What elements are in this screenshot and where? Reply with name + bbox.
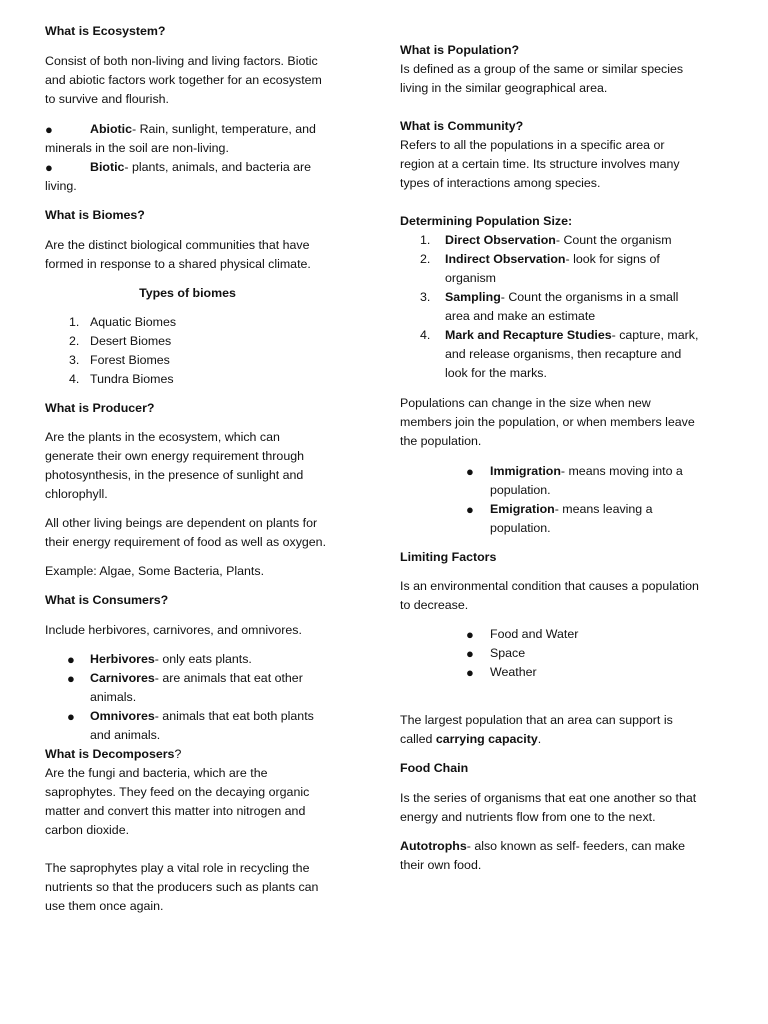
list-item: ● Immigration- means moving into a population. <box>466 464 683 497</box>
ecosystem-heading: What is Ecosystem? <box>45 24 166 38</box>
producer-dependency-text: All other living beings are dependent on plants for their energy requirement of food as well as oxygen. <box>45 516 327 549</box>
decomposers-heading: What is Decomposers? <box>45 747 182 761</box>
biome-types-list <box>45 313 330 389</box>
list-item: 3. Sampling- Count the organisms in a small area and make an estimate <box>420 290 679 323</box>
decomposers-text: Are the fungi and bacteria, which are the saprophytes. They feed on the decaying organic matter and convert this matter into nitrogen and carbon dioxide. <box>45 766 310 837</box>
bullet-icon: ● <box>67 652 75 667</box>
carrying-capacity-text: The largest population that an area can support is called carrying capacity. <box>400 713 673 746</box>
bullet-icon: ● <box>466 464 474 479</box>
list-item: 2. Indirect Observation- look for signs of organism <box>420 252 660 285</box>
list-item: ● Space <box>466 646 526 661</box>
population-size-methods-list <box>400 231 700 383</box>
list-item: 1. Aquatic Biomes <box>69 315 177 329</box>
left-column <box>45 22 330 916</box>
ecosystem-text: Consist of both non-living and living factors. Biotic and abiotic factors work together for an ecosystem to survive and flourish. <box>45 54 322 106</box>
bullet-icon: ● <box>466 502 474 517</box>
biomes-heading: What is Biomes? <box>45 208 145 222</box>
bullet-icon: ● <box>466 646 474 661</box>
list-item: 1. Direct Observation- Count the organism <box>420 233 672 247</box>
producer-heading: What is Producer? <box>45 401 155 415</box>
limiting-factors-list <box>400 625 700 682</box>
limiting-factors-heading: Limiting Factors <box>400 550 497 564</box>
bullet-icon: ● <box>466 665 474 680</box>
population-heading: What is Population? <box>400 43 520 57</box>
consumer-types-list <box>45 650 330 745</box>
food-chain-heading: Food Chain <box>400 761 469 775</box>
bullet-icon: ● <box>67 709 75 724</box>
consumers-heading: What is Consumers? <box>45 593 169 607</box>
list-item: ● Emigration- means leaving a population. <box>466 502 653 535</box>
population-text: Is defined as a group of the same or similar species living in the similar geographical area. <box>400 62 684 95</box>
biomes-text: Are the distinct biological communities that have formed in response to a shared physical climate. <box>45 238 311 271</box>
list-item: ● Abiotic- Rain, sunlight, temperature, and minerals in the soil are non-living. <box>45 122 316 155</box>
consumers-text: Include herbivores, carnivores, and omnivores. <box>45 623 302 637</box>
limiting-factors-text: Is an environmental condition that causes a population to decrease. <box>400 579 699 612</box>
bullet-icon: ● <box>45 122 53 137</box>
list-item: ● Herbivores- only eats plants. <box>67 652 252 667</box>
migration-list <box>400 462 700 538</box>
list-item: ● Carnivores- are animals that eat other animals. <box>67 671 303 704</box>
list-item: ● Weather <box>466 665 537 680</box>
list-item: 4. Tundra Biomes <box>69 372 174 386</box>
autotrophs-text: Autotrophs- also known as self- feeders, can make their own food. <box>400 839 686 872</box>
community-text: Refers to all the populations in a specific area or region at a certain time. Its structure involves many types of interactions among species. <box>400 138 680 190</box>
biome-types-heading: Types of biomes <box>139 286 236 300</box>
community-heading: What is Community? <box>400 119 524 133</box>
producer-text: Are the plants in the ecosystem, which can generate their own energy requirement through photosynthesis, in the presence of sunlight and chlorophyll. <box>45 430 304 501</box>
list-item: 4. Mark and Recapture Studies- capture, mark, and release organisms, then recapture and look for the marks. <box>420 328 699 380</box>
bullet-icon: ● <box>67 671 75 686</box>
list-item: ● Omnivores- animals that eat both plants and animals. <box>67 709 314 742</box>
list-item: ● Biotic- plants, animals, and bacteria are living. <box>45 160 312 193</box>
right-column <box>400 41 700 875</box>
producer-example: Example: Algae, Some Bacteria, Plants. <box>45 564 265 578</box>
saprophytes-text: The saprophytes play a vital role in recycling the nutrients so that the producers such as plants can use them once again. <box>45 861 319 913</box>
population-size-heading: Determining Population Size: <box>400 214 573 228</box>
list-item: 2. Desert Biomes <box>69 334 172 348</box>
list-item: 3. Forest Biomes <box>69 353 170 367</box>
list-item: ● Food and Water <box>466 627 579 642</box>
bullet-icon: ● <box>45 160 53 175</box>
bullet-icon: ● <box>466 627 474 642</box>
food-chain-text: Is the series of organisms that eat one another so that energy and nutrients flow from one to the next. <box>400 791 697 824</box>
ecosystem-factor-list <box>45 120 330 196</box>
population-change-text: Populations can change in the size when new members join the population, or when members leave the population. <box>400 396 695 448</box>
